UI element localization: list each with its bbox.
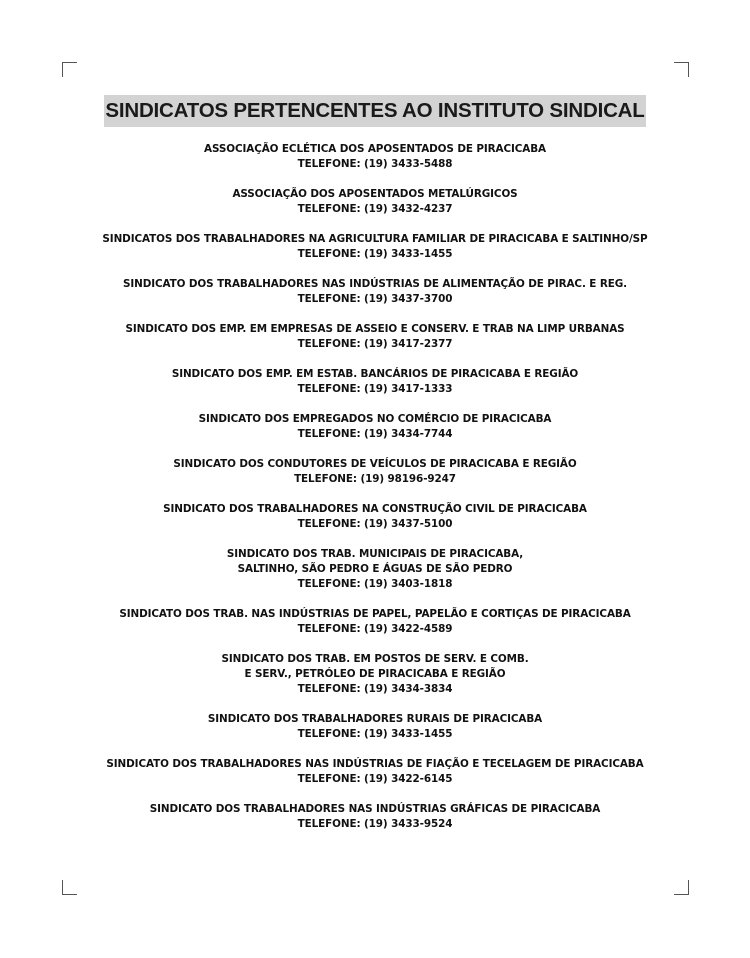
union-name: ASSOCIAÇÃO DOS APOSENTADOS METALÚRGICOS bbox=[232, 188, 518, 200]
union-phone: TELEFONE: (19) 3422-4589 bbox=[297, 623, 453, 635]
union-name: SINDICATO DOS CONDUTORES DE VEÍCULOS DE PIRACICABA E REGIÃO bbox=[173, 458, 577, 470]
union-entry bbox=[0, 232, 750, 262]
union-entry bbox=[0, 757, 750, 787]
union-phone: TELEFONE: (19) 3437-3700 bbox=[297, 293, 453, 305]
union-entry bbox=[0, 457, 750, 487]
union-entry bbox=[0, 322, 750, 352]
union-name: SINDICATO DOS TRAB. EM POSTOS DE SERV. E COMB. bbox=[221, 653, 529, 665]
union-entry bbox=[0, 802, 750, 832]
union-name: SINDICATO DOS TRABALHADORES NA CONSTRUÇÃO CIVIL DE PIRACICABA bbox=[163, 503, 587, 515]
union-entry bbox=[0, 547, 750, 592]
union-entry bbox=[0, 142, 750, 172]
union-list bbox=[0, 142, 750, 847]
union-name: SINDICATO DOS TRABALHADORES NAS INDÚSTRIAS DE FIAÇÃO E TECELAGEM DE PIRACICABA bbox=[106, 758, 644, 770]
union-phone: TELEFONE: (19) 3434-7744 bbox=[297, 428, 453, 440]
union-phone: TELEFONE: (19) 3433-5488 bbox=[297, 158, 453, 170]
union-phone: TELEFONE: (19) 98196-9247 bbox=[294, 473, 456, 485]
union-name: SINDICATO DOS TRABALHADORES RURAIS DE PIRACICABA bbox=[207, 713, 543, 725]
union-phone: TELEFONE: (19) 3437-5100 bbox=[297, 518, 453, 530]
union-name: SINDICATO DOS TRAB. MUNICIPAIS DE PIRACICABA, bbox=[226, 548, 524, 560]
union-phone: TELEFONE: (19) 3403-1818 bbox=[297, 578, 453, 590]
crop-mark-bottom-left bbox=[62, 880, 77, 895]
union-entry bbox=[0, 277, 750, 307]
union-phone: TELEFONE: (19) 3433-9524 bbox=[297, 818, 453, 830]
union-entry bbox=[0, 412, 750, 442]
union-name: SINDICATO DOS EMP. EM EMPRESAS DE ASSEIO E CONSERV. E TRAB NA LIMP URBANAS bbox=[125, 323, 625, 335]
union-entry bbox=[0, 652, 750, 697]
crop-mark-bottom-right bbox=[674, 880, 689, 895]
crop-mark-top-right bbox=[674, 62, 689, 77]
page-title: SINDICATOS PERTENCENTES AO INSTITUTO SINDICAL bbox=[105, 99, 645, 122]
union-phone: TELEFONE: (19) 3433-1455 bbox=[297, 248, 453, 260]
title-banner bbox=[104, 95, 646, 127]
union-entry bbox=[0, 502, 750, 532]
union-name: SALTINHO, SÃO PEDRO E ÁGUAS DE SÃO PEDRO bbox=[237, 563, 513, 575]
union-entry bbox=[0, 712, 750, 742]
union-name: SINDICATOS DOS TRABALHADORES NA AGRICULTURA FAMILIAR DE PIRACICABA E SALTINHO/SP bbox=[102, 233, 648, 245]
union-name: SINDICATO DOS TRABALHADORES NAS INDÚSTRIAS DE ALIMENTAÇÃO DE PIRAC. E REG. bbox=[122, 278, 628, 290]
union-phone: TELEFONE: (19) 3434-3834 bbox=[297, 683, 453, 695]
union-phone: TELEFONE: (19) 3417-2377 bbox=[297, 338, 453, 350]
union-name: ASSOCIAÇÃO ECLÉTICA DOS APOSENTADOS DE PIRACICABA bbox=[204, 143, 546, 155]
union-phone: TELEFONE: (19) 3417-1333 bbox=[297, 383, 453, 395]
union-entry bbox=[0, 187, 750, 217]
union-phone: TELEFONE: (19) 3433-1455 bbox=[297, 728, 453, 740]
crop-mark-top-left bbox=[62, 62, 77, 77]
union-phone: TELEFONE: (19) 3422-6145 bbox=[297, 773, 453, 785]
union-name: SINDICATO DOS EMPREGADOS NO COMÉRCIO DE PIRACICABA bbox=[198, 413, 552, 425]
union-entry bbox=[0, 367, 750, 397]
union-name: SINDICATO DOS EMP. EM ESTAB. BANCÁRIOS DE PIRACICABA E REGIÃO bbox=[171, 368, 579, 380]
union-name: E SERV., PETRÓLEO DE PIRACICABA E REGIÃO bbox=[244, 668, 506, 680]
union-entry bbox=[0, 607, 750, 637]
union-name: SINDICATO DOS TRAB. NAS INDÚSTRIAS DE PAPEL, PAPELÃO E CORTIÇAS DE PIRACICABA bbox=[119, 608, 631, 620]
union-phone: TELEFONE: (19) 3432-4237 bbox=[297, 203, 453, 215]
union-name: SINDICATO DOS TRABALHADORES NAS INDÚSTRIAS GRÁFICAS DE PIRACICABA bbox=[149, 803, 601, 815]
